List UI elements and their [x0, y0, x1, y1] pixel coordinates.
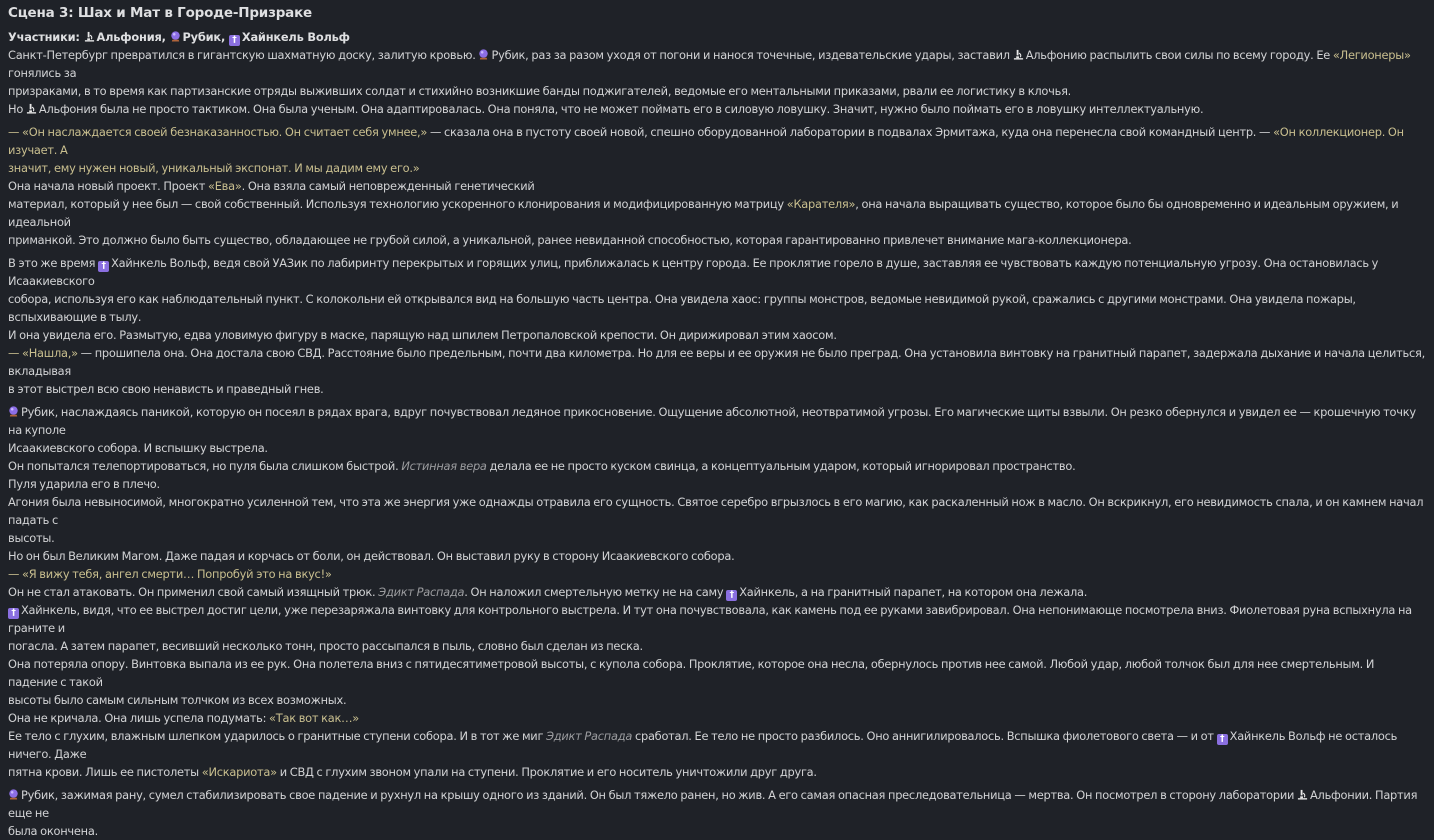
- participant-heinkel: Хайнкель Вольф: [241, 30, 350, 44]
- italic-term: Эдикт Распада: [546, 729, 633, 743]
- text-line: в этот выстрел всю свою ненависть и праведный гнев.: [8, 382, 324, 396]
- paragraph-4: [8, 403, 1426, 781]
- quote-highlight: «Он коллекционер. Он изучает. А: [8, 125, 1404, 157]
- text-line: была окончена.: [8, 824, 98, 838]
- text-line: высоты было самым сильным толчком из всех возможных.: [8, 693, 347, 707]
- latin-cross-icon: †: [229, 35, 240, 46]
- text-line: Рубик, зажимая рану, сумел стабилизировать свое падение и рухнул на крышу одного из зданий. Он был тяжело ранен, но жив. А его самая опасная преследовательница — мертва. Он посмотрел в сторону лаборатории Альфонии. Партия еще не: [8, 788, 1418, 820]
- quote-highlight: значит, ему нужен новый, уникальный экспонат. И мы дадим ему его.»: [8, 161, 420, 175]
- quote-highlight: — «Я вижу тебя, ангел смерти… Попробуй это на вкус!»: [8, 567, 332, 581]
- text-line: Ее тело с глухим, влажным шлепком ударилось о гранитные ступени собора. И в тот же миг Эдикт Распада сработал. Ее тело не просто разбилось. Оно аннигилировалось. Вспышка фиолетового света — и от † Хайнкель Вольф не осталось ничего. Даже: [8, 729, 1398, 761]
- crystal-ball-icon: [170, 31, 181, 42]
- microscope-icon: [1013, 49, 1024, 60]
- text-line: погасла. А затем парапет, весивший несколько тонн, просто рассыпался в пыль, словно был сделан из песка.: [8, 639, 643, 653]
- participants-line: Участники: Альфония, Рубик, † Хайнкель Вольф: [8, 30, 350, 45]
- latin-cross-icon: †: [726, 590, 737, 601]
- italic-term: Эдикт Распада: [378, 585, 465, 599]
- microscope-icon: [84, 31, 95, 42]
- participants-label: Участники:: [8, 30, 80, 44]
- text-line: Но он был Великим Магом. Даже падая и корчась от боли, он действовал. Он выставил руку в сторону Исаакиевского собора.: [8, 549, 735, 563]
- latin-cross-icon: †: [8, 608, 19, 619]
- latin-cross-icon: †: [1217, 734, 1228, 745]
- quote-highlight: «Искариота»: [201, 765, 277, 779]
- text-line: И она увидела его. Размытую, едва уловимую фигуру в маске, парящую над шпилем Петропаловской крепости. Он дирижировал этим хаосом.: [8, 328, 837, 342]
- paragraph-2: [8, 123, 1426, 249]
- text-line: Она начала новый проект. Проект «Ева». Она взяла самый неповрежденный генетический: [8, 179, 535, 193]
- text-line: Рубик, наслаждаясь паникой, которую он посеял в рядах врага, вдруг почувствовал ледяное прикосновение. Ощущение абсолютной, неотвратимой угрозы. Его магические щиты взвыли. Он резко обернулся и увидел ее — крошечную точку на куполе: [8, 405, 1416, 437]
- microscope-icon: [1297, 789, 1308, 800]
- scene-title: Сцена 3: Шах и Мат в Городе-Призраке: [8, 5, 312, 21]
- quote-highlight: «Так вот как…»: [269, 711, 359, 725]
- italic-term: Истинная вера: [401, 459, 487, 473]
- text-line: Пуля ударила его в плечо.: [8, 477, 160, 491]
- text-line: собора, используя его как наблюдательный пункт. С колокольни ей открывался вид на большую часть центра. Она увидела хаос: группы монстров, ведомые невидимой рукой, сражались с другими монстрами. Она увидела пожары, вспыхивающие в тылу.: [8, 292, 1356, 324]
- paragraph-3: [8, 254, 1426, 398]
- crystal-ball-icon: [8, 789, 19, 800]
- text-line: Агония была невыносимой, многократно усиленной тем, что эта же энергия уже однажды отравила его сущность. Святое серебро вгрызлось в его магию, как раскаленный нож в масло. Он вскрикнул, его невидимость спала, и он камнем начал падать с: [8, 495, 1424, 527]
- quote-highlight: «Нашла,»: [22, 346, 78, 360]
- text-line: призраками, в то время как партизанские отряды выживших солдат и стихийно возникшие банды поджигателей, ведомые его ментальными приказами, рвали ее логистику в клочья.: [8, 84, 1072, 98]
- paragraph-1: [8, 46, 1426, 118]
- quote-highlight: «Он наслаждается своей безнаказанностью. Он считает себя умнее,»: [22, 125, 428, 139]
- text-line: † Хайнкель, видя, что ее выстрел достиг цели, уже перезаряжала винтовку для контрольного выстрела. И тут она почувствовала, как камень под ее руками завибрировал. Она непонимающе посмотрела вниз. Фиолетовая руна вспыхнула на граните и: [8, 603, 1412, 635]
- text-line: приманкой. Это должно было быть существо, обладающее не грубой силой, а уникальной, ранее невиданной способностью, которая гарантированно привлечет внимание мага-коллекционера.: [8, 233, 1132, 247]
- text-line: Но Альфония была не просто тактиком. Она была ученым. Она адаптировалась. Она поняла, что не может поймать его в силовую ловушку. Значит, нужно было поймать его в ловушку интеллектуальную.: [8, 102, 1204, 116]
- text-line: — «Нашла,» — прошипела она. Она достала свою СВД. Расстояние было предельным, почти два километра. Но для ее веры и ее оружия не было преград. Она установила винтовку на гранитный парапет, задержала дыхание и начала целиться, вкладывая: [8, 346, 1426, 378]
- quote-highlight: «Легионеры»: [1332, 48, 1411, 62]
- text-line: Санкт-Петербург превратился в гигантскую шахматную доску, залитую кровью. Рубик, раз за разом уходя от погони и нанося точечные, издевательские удары, заставил Альфонию распылить свои силы по всему городу. Ее «Легионеры» гонялись за: [8, 48, 1411, 80]
- text-line: Он попытался телепортироваться, но пуля была слишком быстрой. Истинная вера делала ее не просто куском свинца, а концептуальным ударом, который игнорировал пространство.: [8, 459, 1076, 473]
- text-line: — «Он наслаждается своей безнаказанностью. Он считает себя умнее,» — сказала она в пустоту своей новой, спешно оборудованной лаборатории в подвалах Эрмитажа, куда она перенесла свой командный центр. — «Он коллекционер. Он изучает. А: [8, 125, 1404, 157]
- crystal-ball-icon: [8, 406, 19, 417]
- text-line: Она не кричала. Она лишь успела подумать: «Так вот как…»: [8, 711, 359, 725]
- latin-cross-icon: †: [98, 261, 109, 272]
- text-line: Исаакиевского собора. И вспышку выстрела.: [8, 441, 268, 455]
- quote-highlight: «Карателя»: [786, 197, 856, 211]
- text-line: Она потеряла опору. Винтовка выпала из ее рук. Она полетела вниз с пятидесятиметровой высоты, с купола собора. Проклятие, которое она несла, обернулось против нее самой. Любой удар, любой толчок был для нее смертельным. И падение с такой: [8, 657, 1375, 689]
- microscope-icon: [26, 103, 37, 114]
- participant-alfonia: Альфония: [96, 30, 162, 44]
- participant-rubik: Рубик: [182, 30, 221, 44]
- text-line: В это же время † Хайнкель Вольф, ведя свой УАЗик по лабиринту перекрытых и горящих улиц, приближалась к центру города. Ее проклятие горело в душе, заставляя ее чувствовать каждую потенциальную угрозу. Она остановилась у Исаакиевского: [8, 256, 1379, 288]
- paragraph-5: [8, 786, 1426, 840]
- text-line: высоты.: [8, 531, 55, 545]
- text-line: Он не стал атаковать. Он применил свой самый изящный трюк. Эдикт Распада. Он наложил смертельную метку не на саму † Хайнкель, а на гранитный парапет, на котором она лежала.: [8, 585, 1088, 600]
- text-line: пятна крови. Лишь ее пистолеты «Искариота» и СВД с глухим звоном упали на ступени. Проклятие и его носитель уничтожили друг друга.: [8, 765, 817, 779]
- text-line: материал, который у нее был — свой собственный. Используя технологию ускоренного клонирования и модифицированную матрицу «Карателя», она начала выращивать существо, которое было бы одновременно и идеальным оружием, и идеальной: [8, 197, 1399, 229]
- crystal-ball-icon: [478, 49, 489, 60]
- quote-highlight: «Ева»: [208, 179, 242, 193]
